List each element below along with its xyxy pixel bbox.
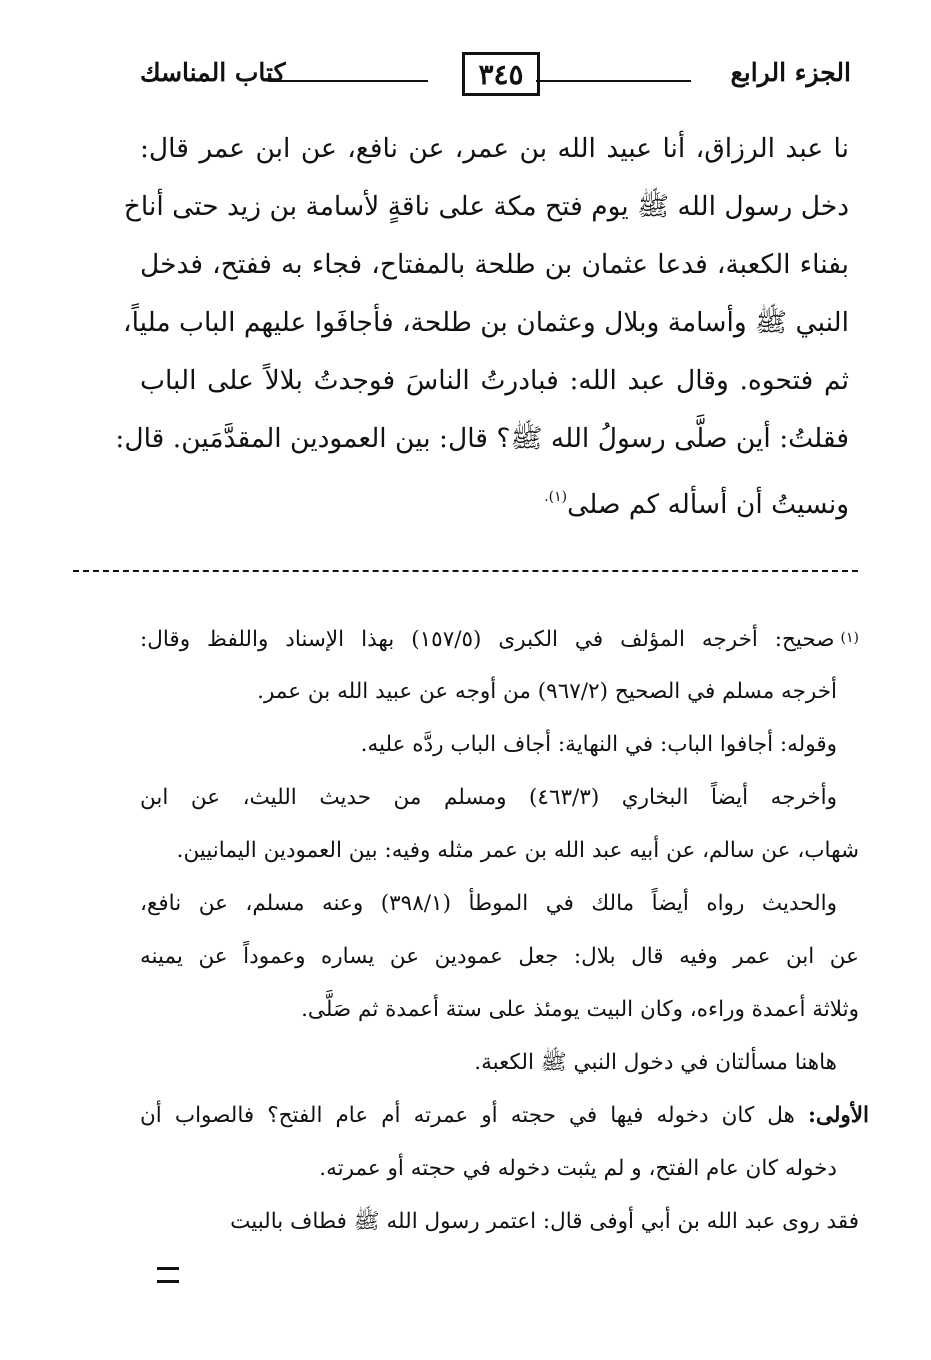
footnote-line — [140, 612, 859, 665]
main-line: فقلتُ: أين صلَّى رسولُ الله ﷺ؟ قال: بين العمودين المقدَّمَين. قال: — [115, 423, 849, 454]
header-rule-left — [268, 80, 428, 82]
main-text — [115, 120, 849, 526]
footnote-text: هل كان دخوله فيها في حجته أو عمرته أم عام الفتح؟ فالصواب أن — [140, 1103, 795, 1128]
footnote-line: شهاب، عن سالم، عن أبيه عبد الله بن عمر مثله وفيه: بين العمودين اليمانيين. — [176, 838, 859, 863]
footnote-line: هاهنا مسألتان في دخول النبي ﷺ الكعبة. — [474, 1050, 837, 1075]
footnote-marker: (١) — [840, 630, 860, 646]
page-header — [140, 52, 851, 102]
continuation-mark — [157, 1267, 179, 1283]
footnote-reference: (١). — [544, 489, 568, 505]
main-line: دخل رسول الله ﷺ يوم فتح مكة على ناقةٍ لأسامة بن زيد حتى أناخ — [123, 191, 849, 222]
footnote-line: فقد روى عبد الله بن أبي أوفى قال: اعتمر رسول الله ﷺ فطاف بالبيت — [230, 1209, 859, 1234]
main-line-text: ونسيتُ أن أسأله كم صلى — [567, 489, 849, 520]
main-line: بفناء الكعبة، فدعا عثمان بن طلحة بالمفتاح، فجاء به ففتح، فدخل — [140, 249, 849, 280]
footnote-line: وثلاثة أعمدة وراءه، وكان البيت يومئذ على ستة أعمدة ثم صَلَّى. — [301, 997, 859, 1022]
footnote-text: صحيح: أخرجه المؤلف في الكبرى (١٥٧/٥) بهذا الإسناد واللفظ وقال: — [140, 627, 835, 652]
footnote-line: أخرجه مسلم في الصحيح (٩٦٧/٢) من أوجه عن عبيد الله بن عمر. — [257, 679, 837, 704]
footnote-line — [140, 1089, 869, 1142]
page-number: ٣٤٥ — [462, 52, 540, 96]
main-line: نا عبد الرزاق، أنا عبيد الله بن عمر، عن نافع، عن ابن عمر قال: — [140, 133, 849, 164]
footnote-line: والحديث رواه أيضاً مالك في الموطأ (٣٩٨/١) وعنه مسلم، عن نافع، — [140, 891, 838, 916]
footnote-line: دخوله كان عام الفتح، و لم يثبت دخوله في حجته أو عمرته. — [319, 1156, 837, 1181]
main-line: ثم فتحوه. وقال عبد الله: فبادرتُ الناسَ فوجدتُ بلالاً على الباب — [140, 365, 849, 396]
book-title: كتاب المناسك — [140, 58, 286, 87]
first-issue-label: الأولى: — [807, 1103, 869, 1128]
footnote-line: وأخرجه أيضاً البخاري (٤٦٣/٣) ومسلم من حديث الليث، عن ابن — [140, 785, 837, 810]
footnote-separator — [73, 570, 858, 572]
main-line-last — [140, 468, 849, 526]
footnote-line: عن ابن عمر وفيه قال بلال: جعل عمودين عن يساره وعموداً عن يمينه — [140, 944, 859, 969]
header-rule-right — [536, 80, 691, 82]
volume-title: الجزء الرابع — [730, 58, 851, 87]
footnotes — [140, 612, 869, 1248]
footnote-line: وقوله: أجافوا الباب: في النهاية: أجاف الباب ردَّه عليه. — [360, 732, 837, 757]
main-line: النبي ﷺ وأسامة وبلال وعثمان بن طلحة، فأجافَوا عليهم الباب ملياً، — [123, 307, 849, 338]
